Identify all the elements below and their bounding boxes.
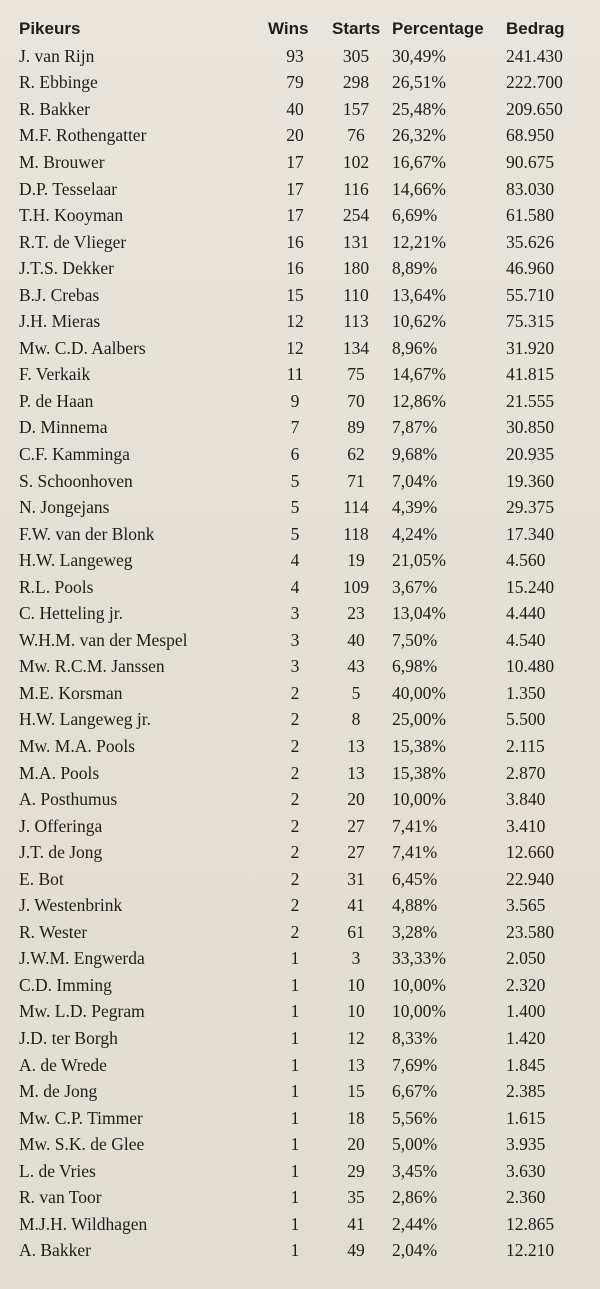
cell-bedrag: 61.580 xyxy=(506,205,555,226)
table-row xyxy=(0,574,600,601)
cell-pikeur-name: B.J. Crebas xyxy=(19,284,100,305)
cell-pikeur-name: J.D. ter Borgh xyxy=(19,1028,118,1048)
cell-percentage: 10,62% xyxy=(392,311,446,332)
table-row xyxy=(0,1078,600,1105)
cell-starts: 10 xyxy=(347,1001,365,1022)
table-row xyxy=(0,468,600,495)
table-row xyxy=(0,362,600,389)
cell-percentage: 7,41% xyxy=(392,842,438,863)
cell-pikeur-name: W.H.M. van der Mespel xyxy=(19,629,188,650)
cell-percentage: 15,38% xyxy=(392,762,446,783)
cell-pikeur-name: T.H. Kooyman xyxy=(19,205,124,226)
cell-bedrag: 10.480 xyxy=(506,656,555,677)
cell-pikeur-name: C.F. Kamminga xyxy=(19,443,130,464)
cell-pikeur-name: C. Hetteling jr. xyxy=(19,603,124,624)
cell-bedrag: 15.240 xyxy=(506,576,555,597)
cell-wins: 2 xyxy=(290,762,300,783)
cell-percentage: 7,50% xyxy=(392,629,438,650)
cell-pikeur-name: S. Schoonhoven xyxy=(19,470,133,491)
cell-bedrag: 30.850 xyxy=(506,417,555,438)
table-row xyxy=(0,441,600,468)
cell-bedrag: 2.870 xyxy=(506,762,546,783)
cell-starts: 75 xyxy=(347,364,365,385)
cell-pikeur-name: D. Minnema xyxy=(19,417,108,438)
cell-pikeur-name: R. van Toor xyxy=(19,1187,102,1208)
cell-wins: 1 xyxy=(290,1028,300,1048)
cell-pikeur-name: J.T. de Jong xyxy=(19,842,103,863)
cell-starts: 110 xyxy=(343,284,369,305)
cell-wins: 1 xyxy=(290,1054,300,1075)
cell-wins: 6 xyxy=(290,443,300,464)
cell-percentage: 10,00% xyxy=(392,1001,446,1022)
cell-percentage: 4,88% xyxy=(392,895,438,916)
table-row xyxy=(0,893,600,920)
cell-starts: 3 xyxy=(351,948,361,969)
cell-bedrag: 3.410 xyxy=(506,815,546,836)
cell-bedrag: 3.630 xyxy=(506,1160,546,1181)
cell-percentage: 7,41% xyxy=(392,815,438,836)
cell-wins: 2 xyxy=(290,895,300,916)
cell-bedrag: 21.555 xyxy=(506,390,555,411)
cell-wins: 17 xyxy=(286,205,304,226)
cell-bedrag: 68.950 xyxy=(506,125,555,146)
cell-pikeur-name: H.W. Langeweg jr. xyxy=(19,709,152,730)
cell-wins: 5 xyxy=(290,497,300,518)
table-row xyxy=(0,282,600,309)
cell-starts: 27 xyxy=(347,815,365,836)
cell-bedrag: 222.700 xyxy=(506,72,563,93)
cell-starts: 35 xyxy=(347,1187,365,1208)
cell-starts: 118 xyxy=(343,523,369,544)
table-row xyxy=(0,229,600,256)
header-starts: Starts xyxy=(332,18,381,38)
cell-percentage: 2,86% xyxy=(392,1187,438,1208)
cell-starts: 31 xyxy=(347,868,365,889)
cell-pikeur-name: R.T. de Vlieger xyxy=(19,231,127,252)
cell-bedrag: 22.940 xyxy=(506,868,555,889)
cell-bedrag: 2.360 xyxy=(506,1187,546,1208)
cell-percentage: 14,66% xyxy=(392,178,446,199)
cell-bedrag: 55.710 xyxy=(506,284,555,305)
cell-wins: 3 xyxy=(290,629,300,650)
cell-wins: 11 xyxy=(286,364,304,385)
cell-starts: 254 xyxy=(342,205,370,226)
cell-bedrag: 2.050 xyxy=(506,948,546,969)
cell-wins: 1 xyxy=(290,1213,300,1234)
cell-percentage: 7,69% xyxy=(392,1054,438,1075)
cell-bedrag: 1.420 xyxy=(506,1028,546,1048)
cell-percentage: 10,00% xyxy=(392,789,446,810)
table-row xyxy=(0,415,600,442)
cell-starts: 13 xyxy=(347,1054,365,1075)
cell-percentage: 3,45% xyxy=(392,1160,438,1181)
cell-bedrag: 83.030 xyxy=(506,178,555,199)
cell-starts: 18 xyxy=(347,1107,365,1128)
cell-percentage: 6,98% xyxy=(392,656,438,677)
cell-starts: 5 xyxy=(351,682,361,703)
cell-wins: 2 xyxy=(290,842,300,863)
table-row xyxy=(0,1185,600,1212)
cell-pikeur-name: Mw. R.C.M. Janssen xyxy=(19,656,165,677)
cell-starts: 15 xyxy=(347,1081,365,1102)
cell-bedrag: 1.350 xyxy=(506,682,546,703)
cell-bedrag: 1.615 xyxy=(506,1107,546,1128)
cell-wins: 40 xyxy=(286,98,304,119)
cell-percentage: 15,38% xyxy=(392,735,446,756)
cell-percentage: 7,04% xyxy=(392,470,438,491)
cell-bedrag: 3.935 xyxy=(506,1134,546,1155)
cell-wins: 2 xyxy=(290,682,300,703)
cell-percentage: 4,24% xyxy=(392,523,438,544)
cell-starts: 12 xyxy=(347,1028,365,1048)
table-row xyxy=(0,388,600,415)
cell-bedrag: 1.400 xyxy=(506,1001,546,1022)
table-row xyxy=(0,1131,600,1158)
table-row xyxy=(0,600,600,627)
cell-percentage: 8,96% xyxy=(392,337,438,358)
cell-pikeur-name: M. Brouwer xyxy=(19,151,105,172)
cell-percentage: 6,67% xyxy=(392,1081,438,1102)
cell-starts: 305 xyxy=(342,45,370,66)
table-row xyxy=(0,547,600,574)
cell-pikeur-name: M.J.H. Wildhagen xyxy=(19,1213,148,1234)
cell-wins: 1 xyxy=(290,948,300,969)
table-body xyxy=(0,43,600,1264)
cell-percentage: 4,39% xyxy=(392,497,438,518)
cell-percentage: 6,69% xyxy=(392,205,438,226)
cell-pikeur-name: A. de Wrede xyxy=(19,1054,107,1075)
cell-wins: 79 xyxy=(286,72,304,93)
cell-bedrag: 12.210 xyxy=(506,1240,555,1261)
cell-percentage: 2,04% xyxy=(392,1240,438,1261)
cell-starts: 23 xyxy=(347,603,365,624)
cell-percentage: 12,21% xyxy=(392,231,446,252)
cell-wins: 1 xyxy=(290,1160,300,1181)
cell-pikeur-name: C.D. Imming xyxy=(19,974,112,995)
cell-wins: 4 xyxy=(290,576,300,597)
header-wins: Wins xyxy=(268,18,309,38)
table-row xyxy=(0,123,600,150)
cell-wins: 2 xyxy=(290,815,300,836)
cell-wins: 16 xyxy=(286,231,304,252)
cell-percentage: 7,87% xyxy=(392,417,438,438)
cell-percentage: 5,56% xyxy=(392,1107,438,1128)
cell-bedrag: 29.375 xyxy=(506,497,555,518)
cell-starts: 40 xyxy=(347,629,365,650)
cell-starts: 180 xyxy=(342,258,370,279)
cell-bedrag: 209.650 xyxy=(506,98,563,119)
cell-bedrag: 90.675 xyxy=(506,151,555,172)
cell-bedrag: 3.565 xyxy=(506,895,546,916)
cell-starts: 20 xyxy=(347,1134,365,1155)
cell-wins: 1 xyxy=(290,1107,300,1128)
cell-bedrag: 46.960 xyxy=(506,258,555,279)
cell-pikeur-name: J. Offeringa xyxy=(19,815,103,836)
cell-percentage: 26,51% xyxy=(392,72,446,93)
cell-starts: 157 xyxy=(342,98,370,119)
cell-bedrag: 41.815 xyxy=(506,364,555,385)
cell-pikeur-name: R.L. Pools xyxy=(19,576,94,597)
table-row xyxy=(0,70,600,97)
cell-pikeur-name: M.A. Pools xyxy=(19,762,100,783)
cell-bedrag: 31.920 xyxy=(506,337,555,358)
table-row xyxy=(0,494,600,521)
cell-starts: 41 xyxy=(347,1213,365,1234)
cell-bedrag: 17.340 xyxy=(506,523,555,544)
cell-percentage: 5,00% xyxy=(392,1134,438,1155)
table-row xyxy=(0,308,600,335)
cell-wins: 15 xyxy=(286,284,304,305)
cell-starts: 61 xyxy=(347,921,365,942)
cell-pikeur-name: R. Wester xyxy=(19,921,88,942)
cell-starts: 13 xyxy=(347,762,365,783)
cell-pikeur-name: D.P. Tesselaar xyxy=(19,178,118,199)
cell-pikeur-name: M. de Jong xyxy=(19,1081,98,1102)
pikeurs-table xyxy=(0,14,600,1264)
cell-wins: 1 xyxy=(290,1081,300,1102)
cell-starts: 109 xyxy=(342,576,370,597)
cell-pikeur-name: R. Bakker xyxy=(19,98,90,119)
cell-bedrag: 12.865 xyxy=(506,1213,555,1234)
table-row xyxy=(0,999,600,1026)
cell-wins: 2 xyxy=(290,868,300,889)
cell-pikeur-name: Mw. S.K. de Glee xyxy=(19,1134,145,1155)
cell-percentage: 13,64% xyxy=(392,284,446,305)
cell-wins: 12 xyxy=(286,337,304,358)
table-row xyxy=(0,866,600,893)
table-row xyxy=(0,1052,600,1079)
cell-pikeur-name: F. Verkaik xyxy=(19,364,91,385)
cell-pikeur-name: L. de Vries xyxy=(19,1160,96,1181)
cell-bedrag: 241.430 xyxy=(506,45,563,66)
cell-wins: 17 xyxy=(286,151,304,172)
cell-pikeur-name: M.F. Rothengatter xyxy=(19,125,147,146)
table-row xyxy=(0,1211,600,1238)
cell-starts: 102 xyxy=(342,151,370,172)
cell-bedrag: 4.540 xyxy=(506,629,546,650)
table-row xyxy=(0,707,600,734)
cell-starts: 27 xyxy=(347,842,365,863)
cell-wins: 17 xyxy=(286,178,304,199)
cell-starts: 70 xyxy=(347,390,365,411)
cell-bedrag: 2.115 xyxy=(506,735,545,756)
cell-wins: 3 xyxy=(290,656,300,677)
cell-starts: 10 xyxy=(347,974,365,995)
cell-starts: 62 xyxy=(347,443,365,464)
cell-bedrag: 23.580 xyxy=(506,921,555,942)
cell-pikeur-name: N. Jongejans xyxy=(19,497,110,518)
cell-wins: 93 xyxy=(286,45,304,66)
cell-percentage: 26,32% xyxy=(392,125,446,146)
table-row xyxy=(0,1105,600,1132)
cell-bedrag: 19.360 xyxy=(506,470,555,491)
cell-pikeur-name: H.W. Langeweg xyxy=(19,550,133,571)
cell-starts: 49 xyxy=(347,1240,365,1261)
table-row xyxy=(0,521,600,548)
table-row xyxy=(0,255,600,282)
table-row xyxy=(0,149,600,176)
cell-percentage: 3,67% xyxy=(392,576,438,597)
cell-pikeur-name: E. Bot xyxy=(19,868,64,889)
table-row xyxy=(0,1238,600,1265)
cell-starts: 8 xyxy=(351,709,361,730)
cell-pikeur-name: Mw. C.P. Timmer xyxy=(19,1107,143,1128)
cell-percentage: 3,28% xyxy=(392,921,438,942)
cell-bedrag: 5.500 xyxy=(506,709,546,730)
table-row xyxy=(0,1158,600,1185)
cell-pikeur-name: P. de Haan xyxy=(19,390,94,411)
cell-bedrag: 4.440 xyxy=(506,603,546,624)
cell-percentage: 13,04% xyxy=(392,603,446,624)
cell-starts: 131 xyxy=(342,231,370,252)
table-row xyxy=(0,786,600,813)
cell-wins: 2 xyxy=(290,709,300,730)
cell-starts: 298 xyxy=(342,72,370,93)
table-row xyxy=(0,760,600,787)
cell-starts: 89 xyxy=(347,417,365,438)
cell-pikeur-name: A. Bakker xyxy=(19,1240,91,1261)
cell-percentage: 21,05% xyxy=(392,550,446,571)
cell-wins: 1 xyxy=(290,1187,300,1208)
cell-starts: 116 xyxy=(343,178,369,199)
table-row xyxy=(0,654,600,681)
table-row xyxy=(0,733,600,760)
cell-wins: 4 xyxy=(290,550,300,571)
cell-percentage: 12,86% xyxy=(392,390,446,411)
cell-bedrag: 35.626 xyxy=(506,231,555,252)
cell-pikeur-name: J. Westenbrink xyxy=(19,895,123,916)
cell-wins: 1 xyxy=(290,1134,300,1155)
table-row xyxy=(0,335,600,362)
cell-starts: 71 xyxy=(347,470,365,491)
cell-wins: 1 xyxy=(290,974,300,995)
cell-wins: 3 xyxy=(290,603,300,624)
cell-percentage: 2,44% xyxy=(392,1213,438,1234)
cell-pikeur-name: Mw. C.D. Aalbers xyxy=(19,337,146,358)
cell-pikeur-name: Mw. L.D. Pegram xyxy=(19,1001,145,1022)
cell-pikeur-name: R. Ebbinge xyxy=(19,72,98,93)
cell-bedrag: 1.845 xyxy=(506,1054,546,1075)
cell-percentage: 33,33% xyxy=(392,948,446,969)
cell-bedrag: 2.385 xyxy=(506,1081,546,1102)
table-row xyxy=(0,176,600,203)
cell-starts: 76 xyxy=(347,125,365,146)
cell-percentage: 8,33% xyxy=(392,1028,438,1048)
cell-wins: 5 xyxy=(290,523,300,544)
cell-percentage: 9,68% xyxy=(392,443,438,464)
cell-bedrag: 75.315 xyxy=(506,311,555,332)
cell-starts: 113 xyxy=(343,311,369,332)
cell-starts: 114 xyxy=(343,497,369,518)
cell-percentage: 30,49% xyxy=(392,45,446,66)
table-row xyxy=(0,43,600,70)
table-row xyxy=(0,680,600,707)
table-row xyxy=(0,972,600,999)
cell-pikeur-name: J.W.M. Engwerda xyxy=(19,948,145,969)
table-row xyxy=(0,919,600,946)
cell-bedrag: 2.320 xyxy=(506,974,546,995)
cell-starts: 29 xyxy=(347,1160,365,1181)
cell-pikeur-name: F.W. van der Blonk xyxy=(19,523,155,544)
cell-percentage: 25,00% xyxy=(392,709,446,730)
header-pikeurs: Pikeurs xyxy=(19,18,81,38)
table-row xyxy=(0,96,600,123)
table-row xyxy=(0,946,600,973)
cell-starts: 20 xyxy=(347,789,365,810)
cell-wins: 2 xyxy=(290,789,300,810)
header-bedrag: Bedrag xyxy=(506,18,565,38)
table-row xyxy=(0,813,600,840)
cell-wins: 7 xyxy=(290,417,300,438)
cell-wins: 9 xyxy=(290,390,300,411)
cell-wins: 20 xyxy=(286,125,304,146)
cell-starts: 134 xyxy=(342,337,370,358)
cell-percentage: 40,00% xyxy=(392,682,446,703)
cell-wins: 16 xyxy=(286,258,304,279)
cell-percentage: 16,67% xyxy=(392,151,446,172)
cell-bedrag: 4.560 xyxy=(506,550,546,571)
cell-starts: 41 xyxy=(347,895,365,916)
cell-percentage: 10,00% xyxy=(392,974,446,995)
table-row xyxy=(0,1025,600,1052)
cell-pikeur-name: Mw. M.A. Pools xyxy=(19,735,136,756)
cell-pikeur-name: J.H. Mieras xyxy=(19,311,101,332)
cell-percentage: 25,48% xyxy=(392,98,446,119)
table-row xyxy=(0,202,600,229)
cell-starts: 43 xyxy=(347,656,365,677)
cell-starts: 13 xyxy=(347,735,365,756)
cell-wins: 2 xyxy=(290,735,300,756)
header-percentage: Percentage xyxy=(392,18,484,38)
cell-bedrag: 20.935 xyxy=(506,443,555,464)
cell-wins: 2 xyxy=(290,921,300,942)
cell-pikeur-name: M.E. Korsman xyxy=(19,682,123,703)
cell-pikeur-name: A. Posthumus xyxy=(19,789,118,810)
cell-pikeur-name: J. van Rijn xyxy=(19,45,95,66)
cell-percentage: 8,89% xyxy=(392,258,438,279)
cell-bedrag: 12.660 xyxy=(506,842,555,863)
cell-pikeur-name: J.T.S. Dekker xyxy=(19,258,114,279)
cell-percentage: 14,67% xyxy=(392,364,446,385)
table-row xyxy=(0,839,600,866)
header-row xyxy=(0,14,600,43)
cell-bedrag: 3.840 xyxy=(506,789,546,810)
cell-wins: 5 xyxy=(290,470,300,491)
cell-wins: 12 xyxy=(286,311,304,332)
cell-wins: 1 xyxy=(290,1001,300,1022)
cell-wins: 1 xyxy=(290,1240,300,1261)
cell-percentage: 6,45% xyxy=(392,868,438,889)
table-row xyxy=(0,627,600,654)
cell-starts: 19 xyxy=(347,550,365,571)
